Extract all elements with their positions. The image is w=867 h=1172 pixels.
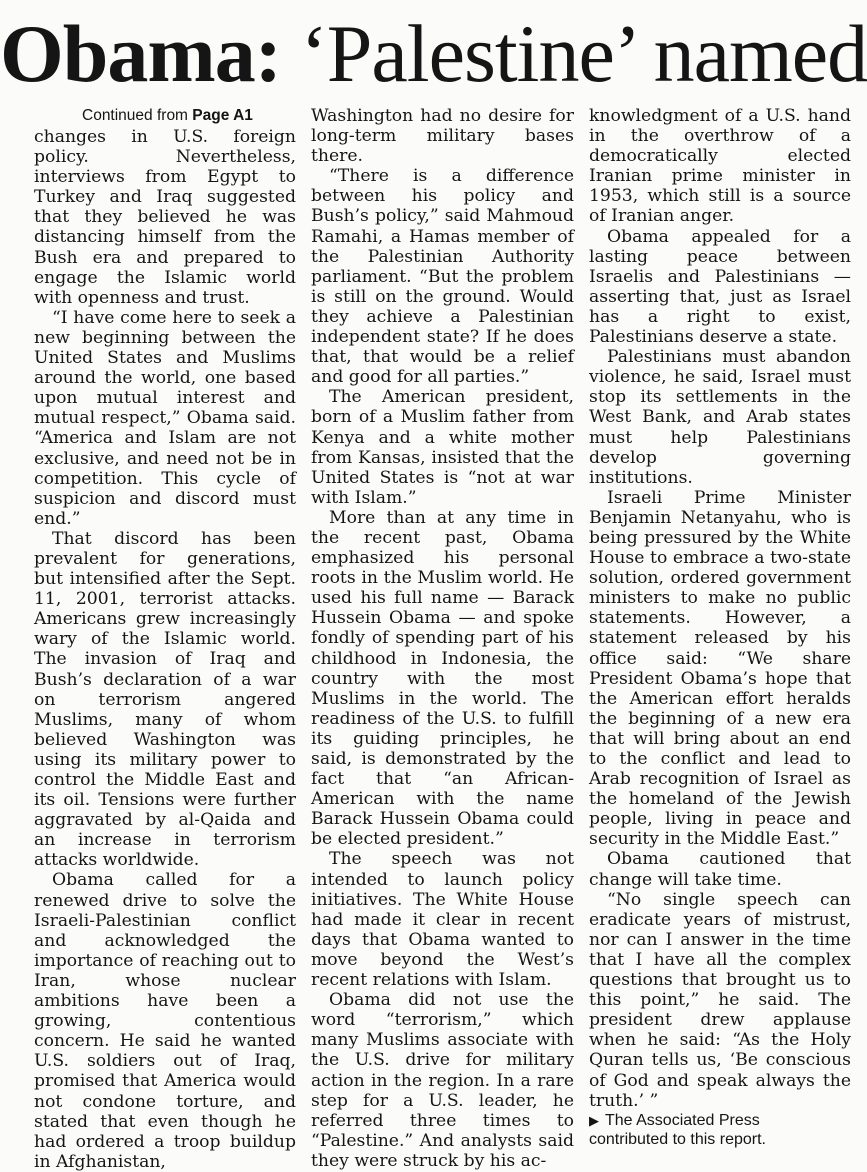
article-column-1 [34,106,296,1049]
paragraph: knowledgment of a U.S. hand in the overthrow of a democratically elected Iranian prime minister in 1953, which still is a source of Iranian anger. [589,106,851,227]
paragraph: Obama appealed for a lasting peace between Israelis and Palestinians — asserting that, just as Israel has a right to exist, Palestinians deserve a state. [589,227,851,348]
paragraph: Obama called for a renewed drive to solve the Israeli-Palestinian conflict and acknowledged the importance of reaching out to Iran, whose nuclear ambitions have been a growing, contentious concern. He said he wanted U.S. soldiers out of Iraq, promised that America would not condone torture, and stated that even though he had ordered a troop buildup in Afghanistan, [34,870,296,1171]
jump-prefix: Continued from [82,107,188,124]
credit-line [589,1111,851,1150]
article-column-3 [589,106,851,1049]
triangle-bullet-icon: ▶ [589,1113,599,1128]
paragraph: Obama did not use the word “terrorism,” which many Muslims associate with the U.S. drive for military action in the region. In a rare step for a U.S. leader, he referred three times to “Palestine.” And analysts said they were struck by his ac- [311,990,574,1171]
paragraph: Obama cautioned that change will take time. [589,849,851,889]
paragraph: The speech was not intended to launch policy initiatives. The White House had made it clear in recent days that Obama wanted to move beyond the West’s recent relations with Islam. [311,849,574,990]
headline [0,6,860,102]
paragraph: “There is a difference between his policy and Bush’s policy,” said Mahmoud Ramahi, a Hamas member of the Palestinian Authority parliament. “But the problem is still on the ground. Would they achieve a Palestinian independent state? If he does that, that would be a relief and good for all parties.” [311,166,574,387]
jump-line [34,106,296,126]
credit-source: The Associated Press [605,1112,760,1129]
paragraph: “I have come here to seek a new beginning between the United States and Muslims around the world, one based upon mutual interest and mutual respect,” Obama said. “America and Islam are not exclusive, and need not be in competition. This cycle of suspicion and discord must end.” [34,308,296,529]
paragraph: That discord has been prevalent for generations, but intensified after the Sept. 11, 2001, terrorist attacks. Americans grew increasingly wary of the Islamic world. The invasion of Iraq and Bush’s declaration of a war on terrorism angered Muslims, many of whom believed Washington was using its military power to control the Middle East and its oil. Tensions were further aggravated by al-Qaida and an increase in terrorism attacks worldwide. [34,529,296,871]
article-column-2 [311,106,574,1049]
headline-rest: ‘Palestine’ named [301,8,867,99]
paragraph: “No single speech can eradicate years of mistrust, nor can I answer in the time that I have all the complex questions that brought us to this point,” he said. The president drew applause when he said: “As the Holy Quran tells us, ‘Be conscious of God and speak always the truth.’ ” [589,890,851,1111]
credit-note: contributed to this report. [589,1131,766,1148]
paragraph: More than at any time in the recent past, Obama emphasized his personal roots in the Muslim world. He used his full name — Barack Hussein Obama — and spoke fondly of spending part of his childhood in Indonesia, the country with the most Muslims in the world. The readiness of the U.S. to fulfill its guiding principles, he said, is demonstrated by the fact that “an African-American with the name Barack Hussein Obama could be elected president.” [311,508,574,850]
paragraph: Washington had no desire for long-term military bases there. [311,106,574,166]
headline-bold-part: Obama: [0,8,281,99]
paragraph: Palestinians must abandon violence, he said, Israel must stop its settlements in the West Bank, and Arab states must help Palestinians develop governing institutions. [589,347,851,488]
paragraph: Israeli Prime Minister Benjamin Netanyahu, who is being pressured by the White House to embrace a two-state solution, ordered government ministers to make no public statements. However, a statement released by his office said: “We share President Obama’s hope that the American effort heralds the beginning of a new era that will bring about an end to the conflict and lead to Arab recognition of Israel as the homeland of the Jewish people, living in peace and security in the Middle East.” [589,488,851,850]
jump-page-link[interactable]: Page A1 [192,107,253,124]
paragraph: The American president, born of a Muslim father from Kenya and a white mother from Kansas, insisted that the United States is “not at war with Islam.” [311,387,574,508]
paragraph: changes in U.S. foreign policy. Nevertheless, interviews from Egypt to Turkey and Iraq suggested that they believed he was distancing himself from the Bush era and prepared to engage the Islamic world with openness and trust. [34,127,296,308]
